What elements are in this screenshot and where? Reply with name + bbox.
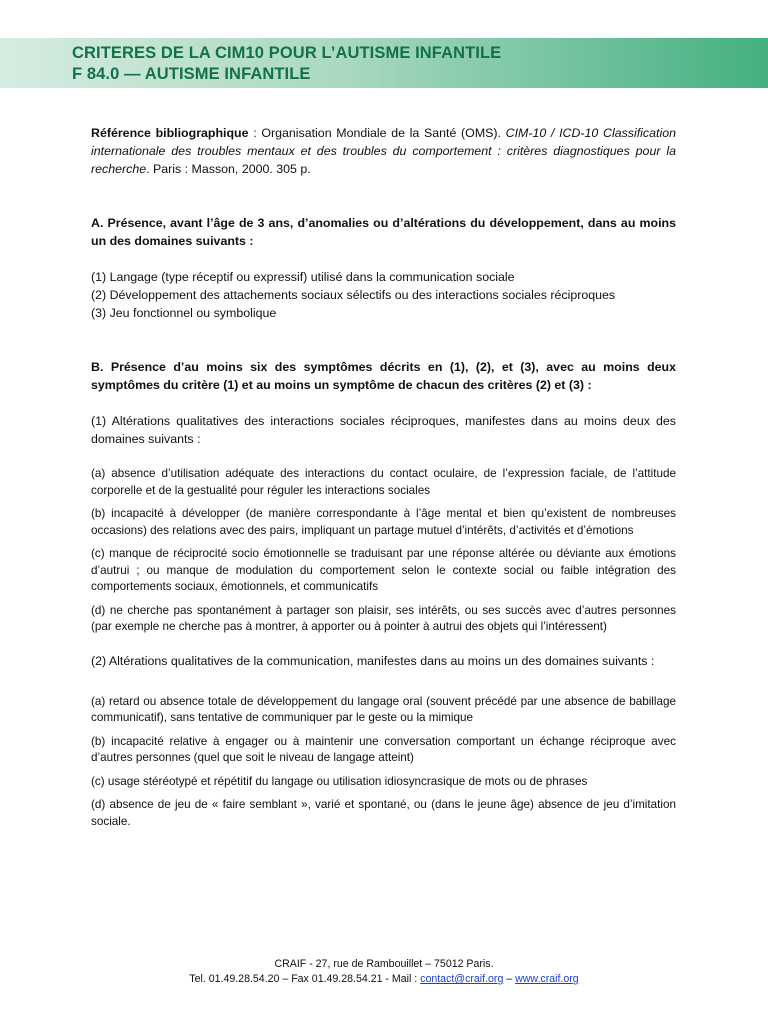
criterion-a-item: (3) Jeu fonctionnel ou symbolique	[91, 306, 277, 320]
page-title	[72, 43, 501, 85]
symptom-item: (a) absence d’utilisation adéquate des interactions du contact oculaire, de l’expression faciale, de l’attitude corporelle et de la gestualité pour réguler les interactions sociales	[91, 467, 676, 497]
reference-author: Organisation Mondiale de la Santé (OMS).	[261, 126, 506, 140]
symptom-item: (a) retard ou absence totale de développement du langage oral (souvent précédé par une absence de babillage communicatif), sans tentative de communiquer par le geste ou la mimique	[91, 694, 676, 724]
symptom-item: (d) ne cherche pas spontanément à partager son plaisir, ses intérêts, ou ses succès avec d’autres personnes (par exemple ne cherche pas à montrer, à apporter ou à pointer à autrui des objets qui l’intéressent)	[91, 603, 676, 633]
footer-phone-fax: Tel. 01.49.28.54.20 – Fax 01.49.28.54.21 - Mail :	[189, 973, 421, 985]
criterion-b-group-2	[91, 652, 676, 831]
symptom-item: (c) manque de réciprocité socio émotionnelle se traduisant par une réponse altérée ou déviante aux émotions d’autrui ; ou manque de modulation du comportement selon le contexte social ou faible intégration des comportements sociaux, émotionnels, et communicatifs	[91, 547, 676, 593]
footer-dash: –	[503, 973, 516, 985]
footer-website-link[interactable]: www.craif.org	[515, 973, 579, 985]
criterion-a-item: (2) Développement des attachements sociaux sélectifs ou des interactions sociales réciproques	[91, 288, 616, 302]
reference-title: CIM-10 / ICD-10 Classification internationale des troubles mentaux et des troubles du comportement : critères diagnostiques pour la recherche	[91, 126, 676, 176]
group-intro: (1) Altérations qualitatives des interactions sociales réciproques, manifestes dans au moins deux des domaines suivants :	[91, 414, 676, 446]
reference-label: Référence bibliographique	[91, 126, 249, 140]
criterion-a-heading: A. Présence, avant l’âge de 3 ans, d’anomalies ou d’altérations du développement, dans au moins un des domaines suivants :	[91, 216, 676, 248]
symptom-item: (c) usage stéréotypé et répétitif du langage ou utilisation idiosyncrasique de mots ou de phrases	[91, 774, 588, 788]
footer-contact	[0, 972, 768, 987]
title-line-2: F 84.0 — AUTISME INFANTILE	[72, 65, 311, 83]
bibliographic-reference	[91, 124, 676, 178]
document-body	[91, 124, 676, 837]
page-footer	[0, 957, 768, 987]
group-intro: (2) Altérations qualitatives de la communication, manifestes dans au moins un des domaines suivants :	[91, 653, 655, 668]
criterion-b-heading: B. Présence d’au moins six des symptômes décrits en (1), (2), et (3), avec au moins deux symptômes du critère (1) et au moins un symptôme de chacun des critères (2) et (3) :	[91, 360, 676, 392]
criterion-a-item: (1) Langage (type réceptif ou expressif) utilisé dans la communication sociale	[91, 270, 515, 284]
criterion-b-group-1	[91, 412, 676, 636]
footer-email-link[interactable]: contact@craif.org	[420, 973, 504, 985]
criterion-a-list	[91, 268, 676, 322]
symptom-item: (b) incapacité à développer (de manière correspondante à l’âge mental et bien qu’existent de nombreuses occasions) des relations avec des pairs, impliquant un partage mutuel d’intérêts, d’activités et d’émotions	[91, 507, 676, 537]
title-line-1: CRITERES DE LA CIM10 POUR L’AUTISME INFANTILE	[72, 44, 502, 62]
footer-address: CRAIF - 27, rue de Rambouillet – 75012 Paris.	[274, 958, 494, 970]
reference-publisher: . Paris : Masson, 2000. 305 p.	[146, 162, 311, 176]
reference-separator: :	[248, 126, 262, 140]
symptom-item: (d) absence de jeu de « faire semblant », varié et spontané, ou (dans le jeune âge) absence de jeu d’imitation sociale.	[91, 798, 676, 828]
symptom-item: (b) incapacité relative à engager ou à maintenir une conversation comportant un échange réciproque avec d’autres personnes (quel que soit le niveau de langage atteint)	[91, 734, 676, 764]
header-banner	[0, 38, 768, 88]
